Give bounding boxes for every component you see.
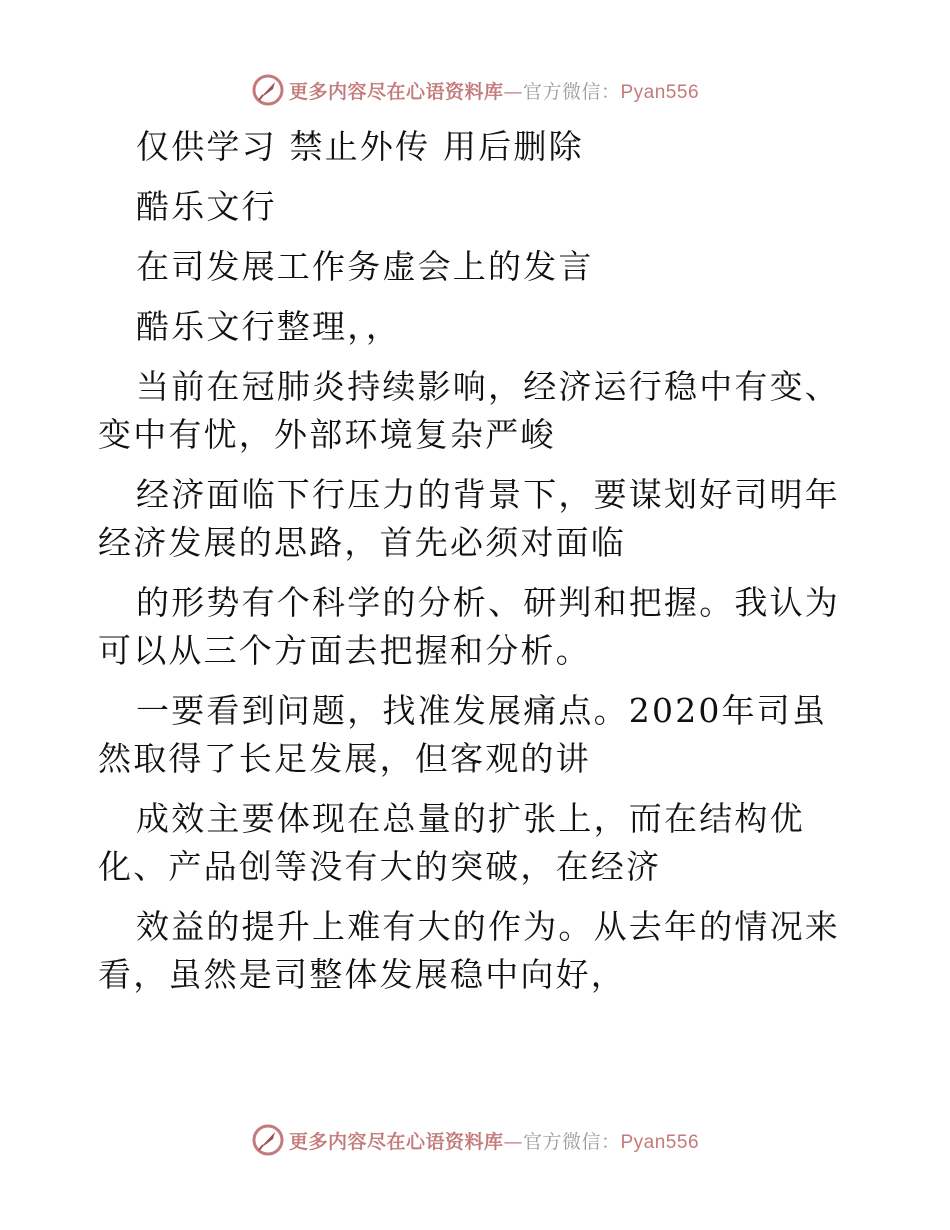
quill-logo-icon <box>251 1123 285 1157</box>
quill-logo-icon <box>251 73 285 107</box>
paragraph: 酷乐文行整理，， <box>136 307 402 346</box>
footer-banner <box>0 1120 950 1160</box>
paragraph: 在司发展工作务虚会上的发言 <box>136 247 594 286</box>
paragraph: 一要看到问题，找准发展痛点。2020年司虽然取得了长足发展，但客观的讲 <box>98 691 828 778</box>
document-body <box>98 123 858 1011</box>
banner-wechat-label: 官方微信： <box>522 80 621 103</box>
paragraph: 仅供学习 禁止外传 用后删除 <box>136 127 584 166</box>
banner-dash: — <box>503 1130 523 1153</box>
paragraph: 成效主要体现在总量的扩张上，而在结构优化、产品创等没有大的突破，在经济 <box>98 799 805 886</box>
banner-wechat-id: Pyan556 <box>620 1131 700 1153</box>
header-banner <box>0 70 950 110</box>
paragraph: 效益的提升上难有大的作为。从去年的情况来看，虽然是司整体发展稳中向好， <box>98 907 840 994</box>
paragraph: 当前在冠肺炎持续影响，经济运行稳中有变、变中有忧，外部环境复杂严峻 <box>98 367 840 454</box>
paragraph: 酷乐文行 <box>136 187 277 226</box>
banner-wechat-label: 官方微信： <box>522 1130 621 1153</box>
paragraph: 的形势有个科学的分析、研判和把握。我认为可以从三个方面去把握和分析。 <box>98 583 840 670</box>
footer-banner-text <box>289 1127 699 1154</box>
banner-site-name: 更多内容尽在心语资料库 <box>288 1130 504 1153</box>
banner-dash: — <box>503 80 523 103</box>
paragraph: 经济面临下行压力的背景下，要谋划好司明年经济发展的思路，首先必须对面临 <box>98 475 840 562</box>
banner-wechat-id: Pyan556 <box>620 81 700 103</box>
banner-site-name: 更多内容尽在心语资料库 <box>288 80 504 103</box>
header-banner-text <box>289 77 699 104</box>
